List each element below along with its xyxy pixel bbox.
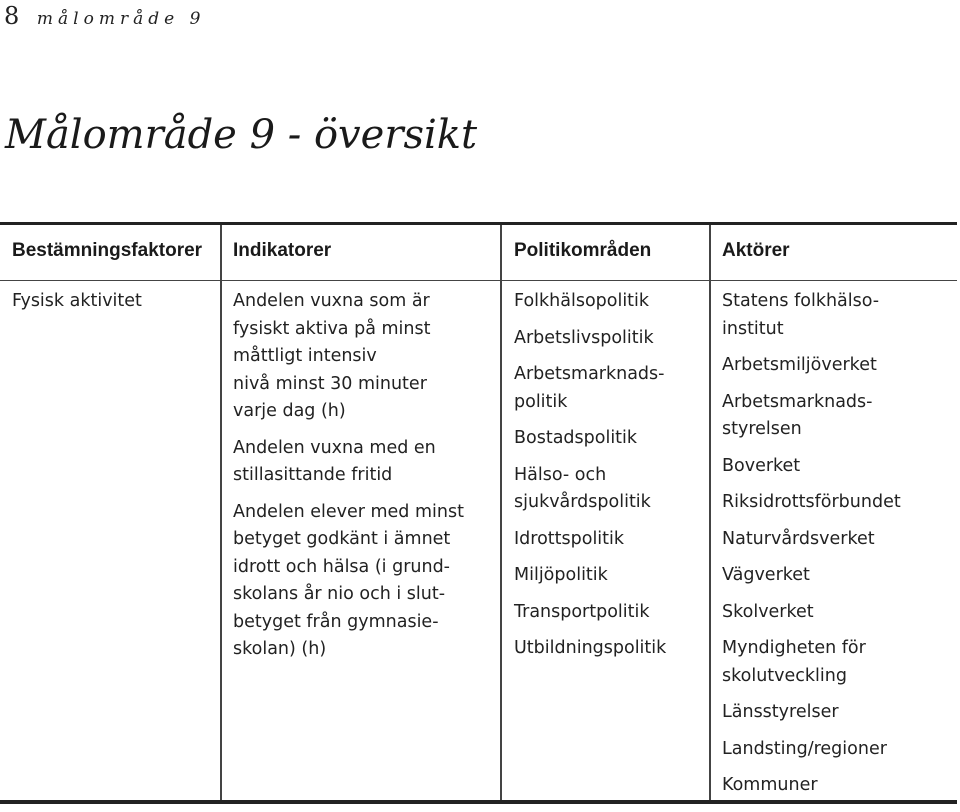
policy-area-item-line: Miljöpolitik [514,565,608,585]
policy-area-item [514,562,666,590]
table-header-row [0,225,957,281]
indicator-item-line: betyget godkänt i ämnet [233,529,451,549]
actor-item-line: Arbetsmiljöverket [722,355,877,375]
policy-area-item [514,462,666,517]
actor-item-line: Kommuner [722,775,818,795]
actor-item [722,635,901,690]
indicator-item-line: idrott och hälsa (i grund- [233,556,450,577]
actor-item [722,772,901,800]
policy-area-item-line: Arbetslivspolitik [514,327,654,348]
actor-item-line: Statens folkhälso- [722,291,880,311]
policy-area-item-line: Bostadspolitik [514,428,638,448]
indicator-item-line: Andelen vuxna med en [233,437,436,458]
policy-area-item [514,325,666,353]
actor-item [722,389,901,444]
policy-area-item-line: Folkhälsopolitik [514,291,650,311]
actor-item-line: Länsstyrelser [722,702,839,722]
header-policy-areas: Politikområden [514,240,652,261]
determinant-item: Fysisk aktivitet [12,291,142,311]
page-title: Målområde 9 - översikt [5,112,478,158]
actor-item [722,453,901,481]
actor-item [722,352,901,380]
actor-item-line: Boverket [722,455,801,476]
actor-item-line: Landsting/regioner [722,738,887,759]
actor-item-line: Vägverket [722,565,810,585]
actor-item-line: Riksidrottsförbundet [722,492,901,512]
policy-area-item-line: Transportpolitik [514,601,650,622]
policy-area-item [514,599,666,627]
indicator-item-line: skolan) (h) [233,639,327,659]
actor-item [722,562,901,590]
policy-area-item [514,425,666,453]
policy-area-item [514,526,666,554]
running-header [4,2,205,30]
indicator-item-line: måttligt intensiv [233,346,377,366]
policy-area-item-line: Hälso- och [514,464,607,485]
column-divider [709,225,711,800]
indicator-item [233,435,464,490]
policy-area-item-line: sjukvårdspolitik [514,492,651,512]
indicator-item-line: nivå minst 30 minuter [233,373,427,394]
policy-area-item [514,361,666,416]
actor-item-line: skolutveckling [722,665,847,686]
header-actors: Aktörer [722,240,790,261]
actor-item-line: Naturvårdsverket [722,528,875,549]
actor-item [722,599,901,627]
policy-area-item-line: Idrottspolitik [514,528,625,549]
indicator-item-line: Andelen vuxna som är [233,291,430,311]
indicators-cell [233,288,464,664]
actor-item [722,526,901,554]
policy-area-item-line: Arbetsmarknads- [514,364,665,384]
actor-item [722,288,901,343]
indicator-item-line: stillasittande fritid [233,465,393,485]
indicator-item-line: Andelen elever med minst [233,501,464,522]
indicator-item-line: varje dag (h) [233,401,346,421]
actor-item-line: Myndigheten för [722,638,866,658]
policy-area-item [514,288,666,316]
actor-item [722,489,901,517]
actor-item-line: Arbetsmarknads- [722,391,873,412]
actor-item-line: Skolverket [722,601,814,622]
page-number: 8 [4,2,20,30]
actors-cell [722,288,901,800]
indicator-item [233,288,464,426]
indicator-item-line: fysiskt aktiva på minst [233,318,431,339]
policy-area-item [514,635,666,663]
header-determinants: Bestämningsfaktorer [12,240,203,261]
actor-item-line: styrelsen [722,419,802,439]
header-indicators: Indikatorer [233,240,332,261]
actor-item [722,736,901,764]
indicator-item-line: skolans år nio och i slut- [233,584,446,604]
determinant-cell [12,288,142,316]
policy-area-item-line: politik [514,391,568,412]
actor-item-line: institut [722,318,784,339]
section-label: målområde 9 [36,9,206,29]
overview-table [0,222,957,804]
policy-areas-cell [514,288,666,663]
actor-item [722,699,901,727]
policy-area-item-line: Utbildningspolitik [514,638,667,658]
indicator-item-line: betyget från gymnasie- [233,611,439,632]
indicator-item [233,499,464,664]
column-divider [220,225,222,800]
column-divider [500,225,502,800]
